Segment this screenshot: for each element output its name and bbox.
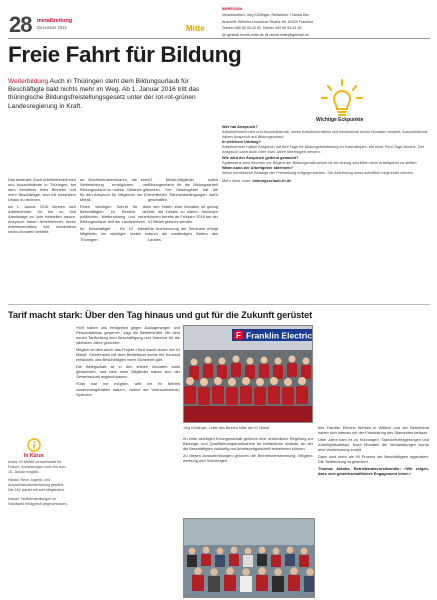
sidebar-question: Wann kann der Arbeitgeber ablehnen?: [222, 164, 294, 170]
in-kurze-title: In Kürze: [24, 453, 44, 459]
photo-banner: Franklin Electric: [246, 330, 313, 341]
issue-date: Dezember 2015: [37, 25, 67, 30]
article-column-3: [148, 177, 218, 244]
sidebar-answer: Wenn betriebliche Belange der Freistellung entgegenstehen. Die Ablehnung muss schriftlich begründet werden.: [222, 169, 414, 175]
page-number: 28: [9, 12, 32, 37]
publication-name: metallzeitung: [37, 18, 73, 24]
impressum: [222, 6, 418, 38]
paragraph: IG Metall-Mitglieder sollen Bildungsurlaub für die Bildungsarbeit nutzen. Der Gesetzgeber hat die rechtlichen Rahmenbedingungen dafür geschaffen.: [148, 177, 218, 203]
paragraph: Über Jahre kam es zu Kürzungen, Standortverlagerungen und Arbeitsplatzabbau. Nach Monaten der Verhandlungen wurde eine Vereinbarung erzielt.: [318, 437, 429, 453]
impressum-line-1: Verantwortlich: Jörg Köhlinger, Redaktion: Thanda Dier: [222, 13, 310, 18]
in-kurze-item: Hanau: Neue Jugend- und Auszubildendenvertretung gewählt. Die JAV startet mit acht Mitgliedern.: [8, 478, 65, 492]
lead-text: Auch in Thüringen steht dem Bildungsurlaub für Beschäftigte bald nichts mehr im Weg. Ab 1. Januar 2016 tritt das thüringische Bildungsfreistellungsgesetz unter der rot-rot-grünen Landesregierung in Kraft.: [8, 78, 200, 110]
in-kurze-box: [8, 460, 70, 510]
group-photo-illustration: [184, 326, 313, 423]
article2-column-b: [183, 436, 313, 465]
photo-caption: Jörg Köhlinger, Leiter des Bezirks Mitte der IG Metall: [183, 426, 270, 430]
impressum-line-3: Telefon 069 66 93-33 00, Telefax 069 66 93-33 40,: [222, 26, 303, 31]
paragraph: Möglich ist dies durch das Projekt »Tarif macht stark« der IG Metall. Gemeinsam mit dem Betriebsrat wurde ein Konzept entwickelt, das Beschäftigten mehr Sicherheit gibt.: [76, 347, 180, 363]
paragraph: des Franklin Electric Werkes in Wittlich und der Betriebsrat haben sich intensiv mit der Entwicklung des Standortes befasst.: [318, 425, 429, 436]
paragraph: für Beschäftigte - für IG Metall Mitglieder ein wichtiger Vorteil in Thüringen.: [80, 226, 148, 242]
sidebar-question: In welchem Umfang?: [222, 139, 261, 145]
sidebar-more-link[interactable]: bildungsurlaub-th.de: [252, 177, 292, 183]
sidebar-answer: Arbeitnehmer haben Anspruch auf fünf Tage für Bildungsfreistellung im Kalenderjahr, bei einer Fünf-Tage-Woche. Der Anspruch kann auch über zwei Jahre übertragen werden.: [222, 144, 425, 155]
sidebar-more: [222, 178, 430, 183]
lower-photo-illustration: [184, 519, 315, 598]
header-divider: [8, 38, 430, 39]
lightbulb-icon: [318, 78, 366, 120]
article-headline: Freie Fahrt für Bildung: [8, 42, 242, 67]
paragraph: »Das war nur möglich, weil wir im Betrieb zusammengehalten haben«, betont der Vertrauensleute-Sprecher.: [76, 381, 180, 397]
sidebar-more-label: Mehr Infos unter:: [222, 177, 252, 183]
group-photo-franklin-electric: [183, 325, 313, 423]
sidebar-question: Wie wird der Anspruch geltend gemacht?: [222, 154, 299, 160]
paragraph: Dann sind mehr als 90 Prozent der Beschäftigten organisiert. Die Tarifbindung ist gesichert.: [318, 454, 429, 465]
impressum-label: IMPRESSUM: [222, 7, 242, 11]
logo-letter: F: [236, 331, 241, 340]
article-column-2: [80, 177, 148, 244]
paragraph: Die Anerkennung der Seminare erfolgt durch die zuständigen Stellen des Landes.: [148, 226, 218, 242]
info-icon: [27, 438, 41, 452]
impressum-line-2: Anschrift: Wilhelm-Leuschner-Straße 69, 60329 Frankfurt: [222, 19, 314, 24]
article-lead: [8, 78, 213, 111]
sidebar-title: Wichtige Eckpunkte: [316, 117, 364, 123]
paragraph: an Wochenendseminaren, die eine Weiterbildung ermöglichen, um Bildungsurlaub zu nutzen. Gleiches gilt für den Anspruch für Mitglieder der IG Metall.: [80, 177, 148, 203]
in-kurze-item: Kassel: Tarifverhandlungen im Handwerk erfolgreich abgeschlossen.: [8, 496, 68, 506]
sidebar-box: [222, 124, 430, 183]
paragraph: »Wir haben uns erfolgreich gegen Auslagerungen und Personalabbau gewehrt«, sagt die Betriebsrätin. Mit dem neuen Tarifvertrag sind Beschäftigung und Standort für die nächsten Jahre gesichert.: [76, 325, 180, 346]
paragraph: Einen wichtigen Schritt für die Beschäftigten im Bereich der politischen Weiterbildung und neuer Bildungsurlaub, teilt der Landesbezirk.: [80, 204, 148, 225]
paragraph: In den ersten zwei Monaten ist genug Zeit, die Details zu klären. Seminare können bereits ab Frühjahr 2016 bei der IG Metall gebucht werden.: [148, 204, 218, 225]
article2-headline: Tarif macht stark: Über den Tag hinaus und gut für die Zukunft gerüstet: [8, 310, 313, 320]
in-kurze-item: Arzey: IG Metall Lernwerkstatt für Frauen. Anmeldungen noch bis zum 15. Januar möglich.: [8, 460, 66, 474]
article2-column-a: [76, 325, 180, 399]
sidebar-answer: Spätestens acht Wochen vor Beginn der Bildungsmaßnahme ist der Antrag schriftlich beim Arbeitgeber zu stellen.: [222, 159, 418, 165]
sidebar-question: Wer hat Anspruch?: [222, 124, 258, 129]
lower-group-photo: [183, 518, 315, 598]
article2-column-c: [318, 425, 429, 478]
paragraph: Ab 1. Januar 2016 können sich Arbeitnehmer für bis zu fünf Arbeitstage im Jahr freistellen lassen. Anspruch haben Arbeitnehmer, deren Arbeitsverhältnis seit mindestens sechs Monaten besteht.: [8, 204, 76, 235]
sidebar-answer: ArbeitnehmerInnen und Auszubildende, deren Arbeitsverhältnis seit mindestens sechs Monaten besteht. Auszubildende haben Anspruch auf Bildungsurlaub.: [222, 129, 428, 140]
closing-quote: Thomas Jakobs, Betriebsratsvorsitzender: »Wir zeigen, dass sich gewerkschaftliches Engagement lohnt.«: [318, 466, 429, 477]
paragraph: Die Belegschaft ist in den letzten Monaten stark gewachsen, und viele neue Mitglieder haben sich der Gewerkschaft angeschlossen.: [76, 364, 180, 380]
paragraph: Das bedeutet: Auch ArbeitnehmerInnen und Auszubildende in Thüringen, bei dem Verhältnis ihres Betriebs und mehr Beschäftigte, sind mit bezahltem Urlaub zu rechnen.: [8, 177, 76, 203]
paragraph: Zu einer wichtigen Errungenschaft gehören eine verbindliche Regelung zur Bildungs- und Qualifizierungsmaßnahme für betriebliche Abläufe, an der die Beschäftigten zukünftig mit Arbeitszeitgutschrift teilnehmen können.: [183, 436, 313, 452]
section-divider: [8, 304, 430, 305]
impressum-line-4[interactable]: @ igmetall-bezirk-mitte.de @ bezirk.mitte@igmetall.de: [222, 32, 309, 37]
region-label: Mitte: [186, 24, 205, 33]
lead-kicker: Weiterbildung: [8, 78, 49, 85]
paragraph: Zu diesen Ausschreibungen gehören die Betriebsversammlung, Mitglied-werbung und Schulungen.: [183, 453, 313, 464]
article-column-1: [8, 177, 76, 237]
